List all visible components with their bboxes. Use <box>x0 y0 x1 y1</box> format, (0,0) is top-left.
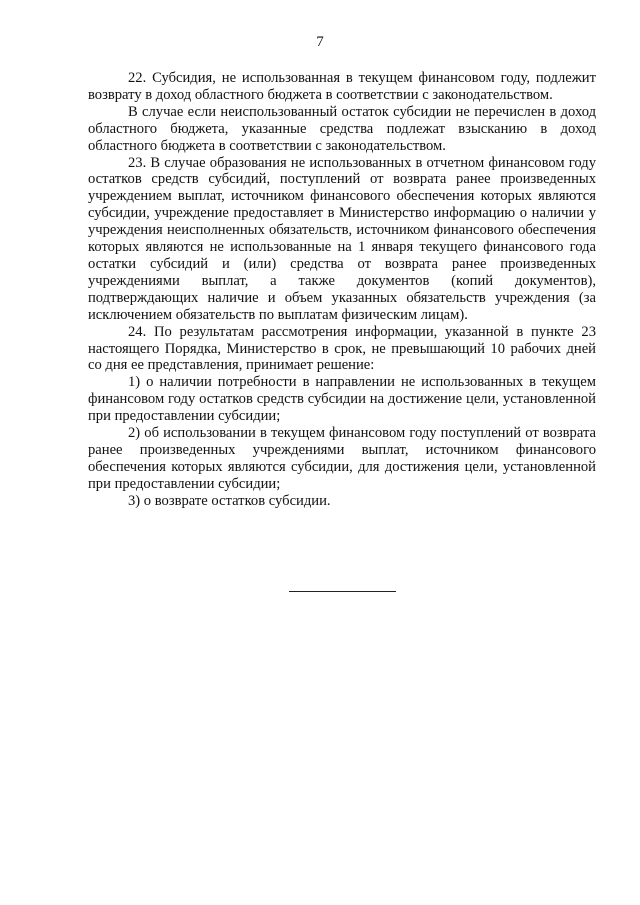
paragraph-23: 23. В случае образования не использованных в отчетном финансовом году остатков средств субсидий, поступлений от возврата ранее произведенных учреждением выплат, источником финансового обеспечения которых являются субсидии, учреждение предоставляет в Министерство информацию о наличии у учреждения неисполненных обязательств, источником финансового обеспечения которых являются не использованные на 1 января текущего финансового года остатки субсидий и (или) средства от возврата ранее произведенных учреждениями выплат, а также документов (копий документов), подтверждающих наличие и объем указанных обязательств учреждения (за исключением обязательств по выплатам физическим лицам). <box>88 154 596 323</box>
paragraph-22: 22. Субсидия, не использованная в текущем финансовом году, подлежит возврату в доход областного бюджета в соответствии с законодательством. <box>88 70 596 103</box>
page-number: 7 <box>316 34 324 50</box>
decision-item-1: 1) о наличии потребности в направлении не использованных в текущем финансовом году остатков средств субсидии на достижение цели, установленной при предоставлении субсидии; <box>88 374 596 425</box>
decision-item-3: 3) о возврате остатков субсидии. <box>128 492 331 509</box>
decision-item-2: 2) об использовании в текущем финансовом году поступлений от возврата ранее произведенных учреждениями выплат, источником финансового обеспечения которых являются субсидии, для достижения цели, установленной при предоставлении субсидии; <box>88 425 596 492</box>
paragraph-22-unspent-balance: В случае если неиспользованный остаток субсидии не перечислен в доход областного бюджета, указанные средства подлежат взысканию в доход областного бюджета в соответствии с законодательством. <box>88 103 596 154</box>
closing-divider-line <box>289 591 396 592</box>
paragraph-24: 24. По результатам рассмотрения информации, указанной в пункте 23 настоящего Порядка, Министерство в срок, не превышающий 10 рабочих дней со дня ее представления, принимает решение: <box>88 323 596 374</box>
document-body <box>88 70 596 510</box>
